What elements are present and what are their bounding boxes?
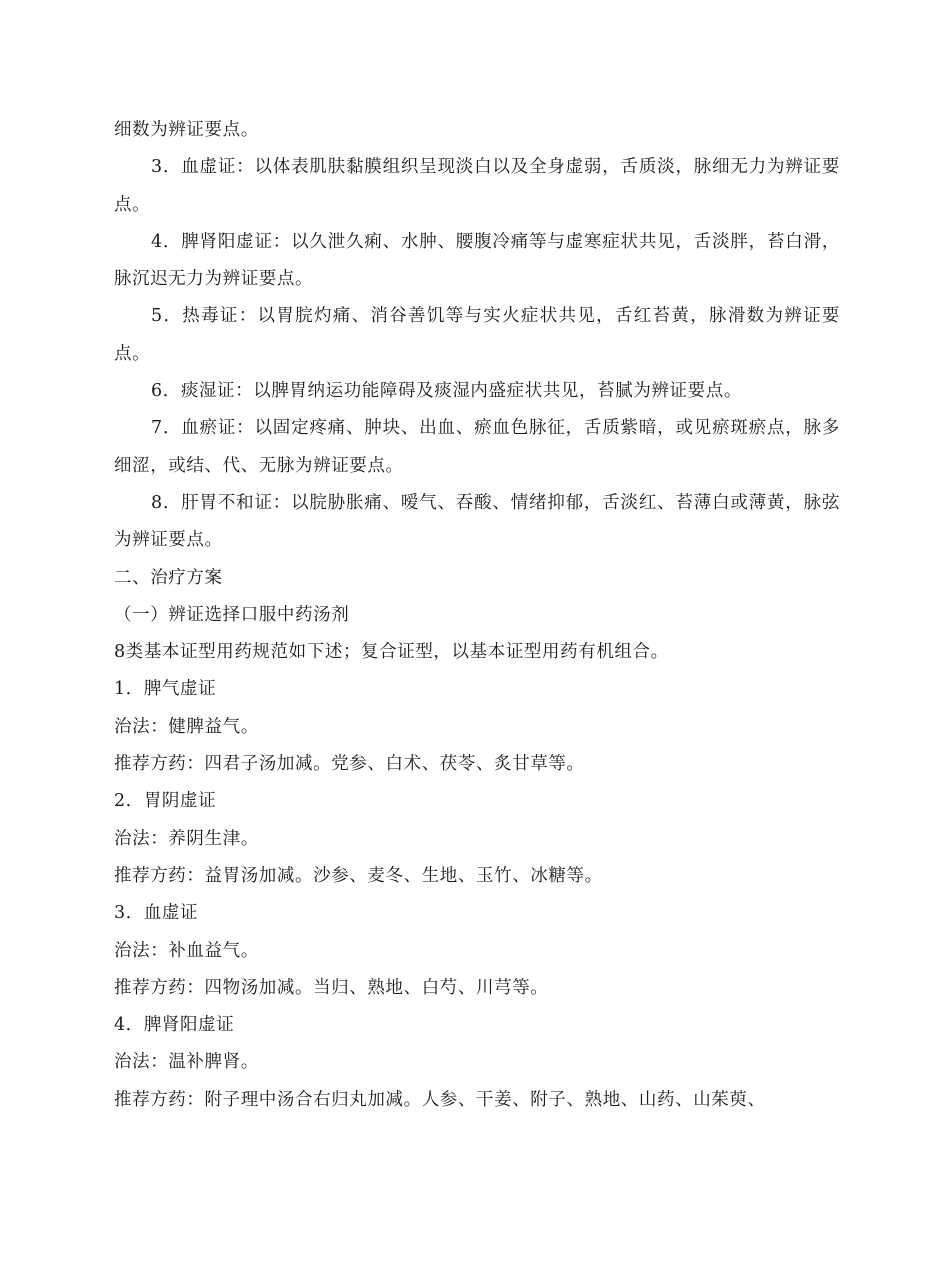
paragraph-blood-deficiency: 3．血虚证：以体表肌肤黏膜组织呈现淡白以及全身虚弱，舌质淡，脉细无力为辨证要点。	[114, 157, 840, 215]
subsection-heading-oral-decoction: （一）辨证选择口服中药汤剂	[114, 604, 350, 625]
treatment-method-line: 治法：养阴生津。	[114, 828, 259, 849]
treatment-method-line: 治法：温补脾肾。	[114, 1052, 259, 1073]
paragraph-continuation: 细数为辨证要点。	[114, 120, 259, 140]
treatment-method-line: 治法：健脾益气。	[114, 716, 259, 737]
recommended-prescription-line: 推荐方药：四物汤加减。当归、熟地、白芍、川芎等。	[114, 977, 549, 998]
paragraph-spleen-kidney-yang-deficiency: 4．脾肾阳虚证：以久泄久痢、水肿、腰腹冷痛等与虚寒症状共见，舌淡胖，苔白滑，脉沉迟无力为辨证要点。	[114, 231, 840, 290]
recommended-prescription-line: 推荐方药：附子理中汤合右归丸加减。人参、干姜、附子、熟地、山药、山茱萸、	[114, 1089, 766, 1110]
recommended-prescription-line: 推荐方药：四君子汤加减。党参、白术、茯苓、炙甘草等。	[114, 754, 585, 775]
item-heading-blood-deficiency: 3．血虚证	[114, 903, 199, 924]
paragraph-blood-stasis: 7．血瘀证：以固定疼痛、肿块、出血、瘀血色脉征，舌质紫暗，或见瘀斑瘀点，脉多细涩，或结、代、无脉为辨证要点。	[114, 418, 840, 476]
paragraph-heat-toxin: 5．热毒证：以胃脘灼痛、消谷善饥等与实火症状共见，舌红苔黄，脉滑数为辨证要点。	[114, 306, 840, 364]
item-heading-spleen-qi-deficiency: 1．脾气虚证	[114, 679, 217, 700]
recommended-prescription-line: 推荐方药：益胃汤加减。沙参、麦冬、生地、玉竹、冰糖等。	[114, 865, 603, 886]
item-heading-stomach-yin-deficiency: 2．胃阴虚证	[114, 791, 217, 812]
item-heading-spleen-kidney-yang-deficiency: 4．脾肾阳虚证	[114, 1015, 235, 1036]
treatment-method-line: 治法：补血益气。	[114, 940, 259, 961]
paragraph-phlegm-dampness: 6．痰湿证：以脾胃纳运功能障碍及痰湿内盛症状共见，苔腻为辨证要点。	[151, 381, 742, 402]
paragraph-medication-norms: 8类基本证型用药规范如下述；复合证型，以基本证型用药有机组合。	[114, 642, 669, 663]
document-body	[114, 112, 840, 1119]
paragraph-liver-stomach-disharmony: 8．肝胃不和证：以脘胁胀痛、嗳气、吞酸、情绪抑郁，舌淡红、苔薄白或薄黄，脉弦为辨证要点。	[114, 492, 840, 551]
section-heading-treatment-plan: 二、治疗方案	[114, 567, 223, 588]
